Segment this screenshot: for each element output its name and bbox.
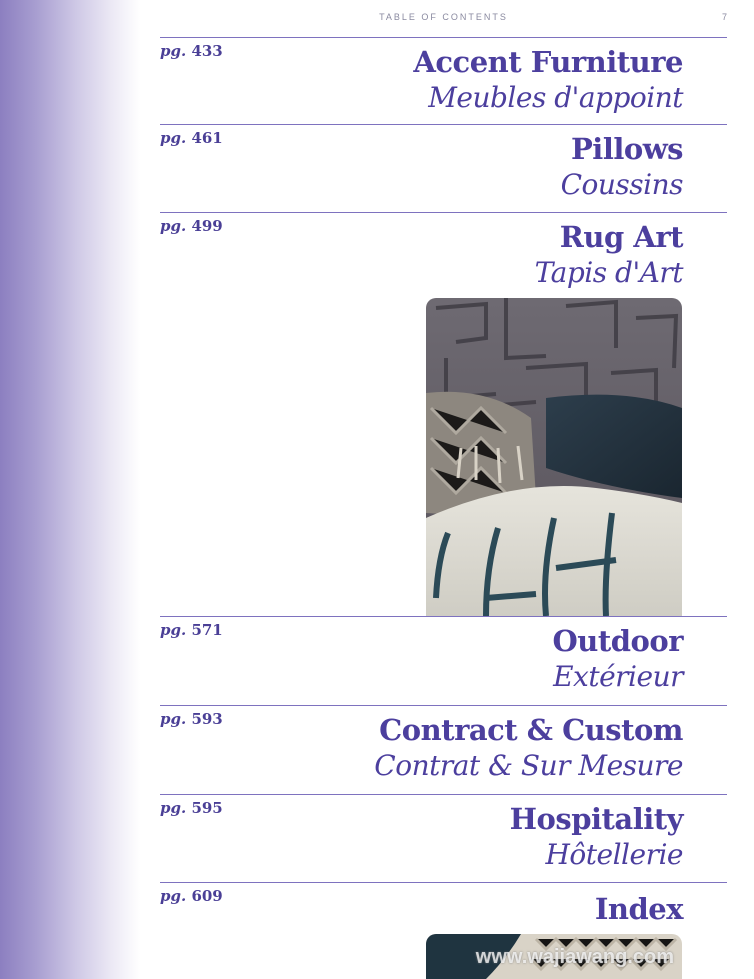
page-ref-number: 461	[191, 129, 223, 147]
page-ref-label: pg.	[160, 887, 187, 905]
index-photo	[426, 934, 682, 979]
toc-entry-pillows[interactable]	[160, 124, 727, 213]
section-title-french: Hôtellerie	[545, 838, 683, 871]
section-title-english: Accent Furniture	[413, 45, 683, 79]
header-title: TABLE OF CONTENTS	[379, 12, 508, 22]
section-title-english: Rug Art	[559, 220, 683, 254]
page-ref-number: 433	[191, 42, 223, 60]
section-title-french: Contrat & Sur Mesure	[374, 749, 683, 782]
page-number: 7	[721, 12, 727, 22]
page-ref	[160, 621, 223, 639]
page-ref-label: pg.	[160, 710, 187, 728]
page-ref	[160, 217, 223, 235]
rug-art-photo	[426, 298, 682, 616]
page-ref-number: 593	[191, 710, 223, 728]
page-ref-number: 571	[191, 621, 223, 639]
section-title-english: Hospitality	[509, 802, 683, 836]
watermark: www.wajiawang.com	[475, 946, 674, 968]
section-title-english: Index	[594, 892, 683, 926]
toc-entry-accent-furniture[interactable]	[160, 37, 727, 125]
page-ref	[160, 42, 223, 60]
page-ref-number: 595	[191, 799, 223, 817]
section-title-french: Meubles d'appoint	[428, 81, 683, 114]
page-ref	[160, 799, 223, 817]
page-ref-label: pg.	[160, 799, 187, 817]
page-ref-label: pg.	[160, 621, 187, 639]
page-header	[160, 12, 727, 26]
page-ref-label: pg.	[160, 42, 187, 60]
section-title-english: Contract & Custom	[379, 713, 683, 747]
page-ref	[160, 129, 223, 147]
toc-entry-hospitality[interactable]	[160, 794, 727, 883]
toc-entry-outdoor[interactable]	[160, 616, 727, 706]
section-title-french: Tapis d'Art	[534, 256, 683, 289]
section-title-english: Outdoor	[552, 624, 683, 658]
section-title-english: Pillows	[571, 132, 683, 166]
page-ref-label: pg.	[160, 129, 187, 147]
page-ref	[160, 710, 223, 728]
section-title-french: Extérieur	[553, 660, 683, 693]
decorative-gradient-edge	[0, 0, 140, 979]
page-ref-label: pg.	[160, 217, 187, 235]
page-ref-number: 609	[191, 887, 223, 905]
toc-entry-contract-custom[interactable]	[160, 705, 727, 795]
section-title-french: Coussins	[560, 168, 683, 201]
page-ref-number: 499	[191, 217, 223, 235]
page-ref	[160, 887, 223, 905]
rug-pillows-illustration	[426, 298, 682, 616]
